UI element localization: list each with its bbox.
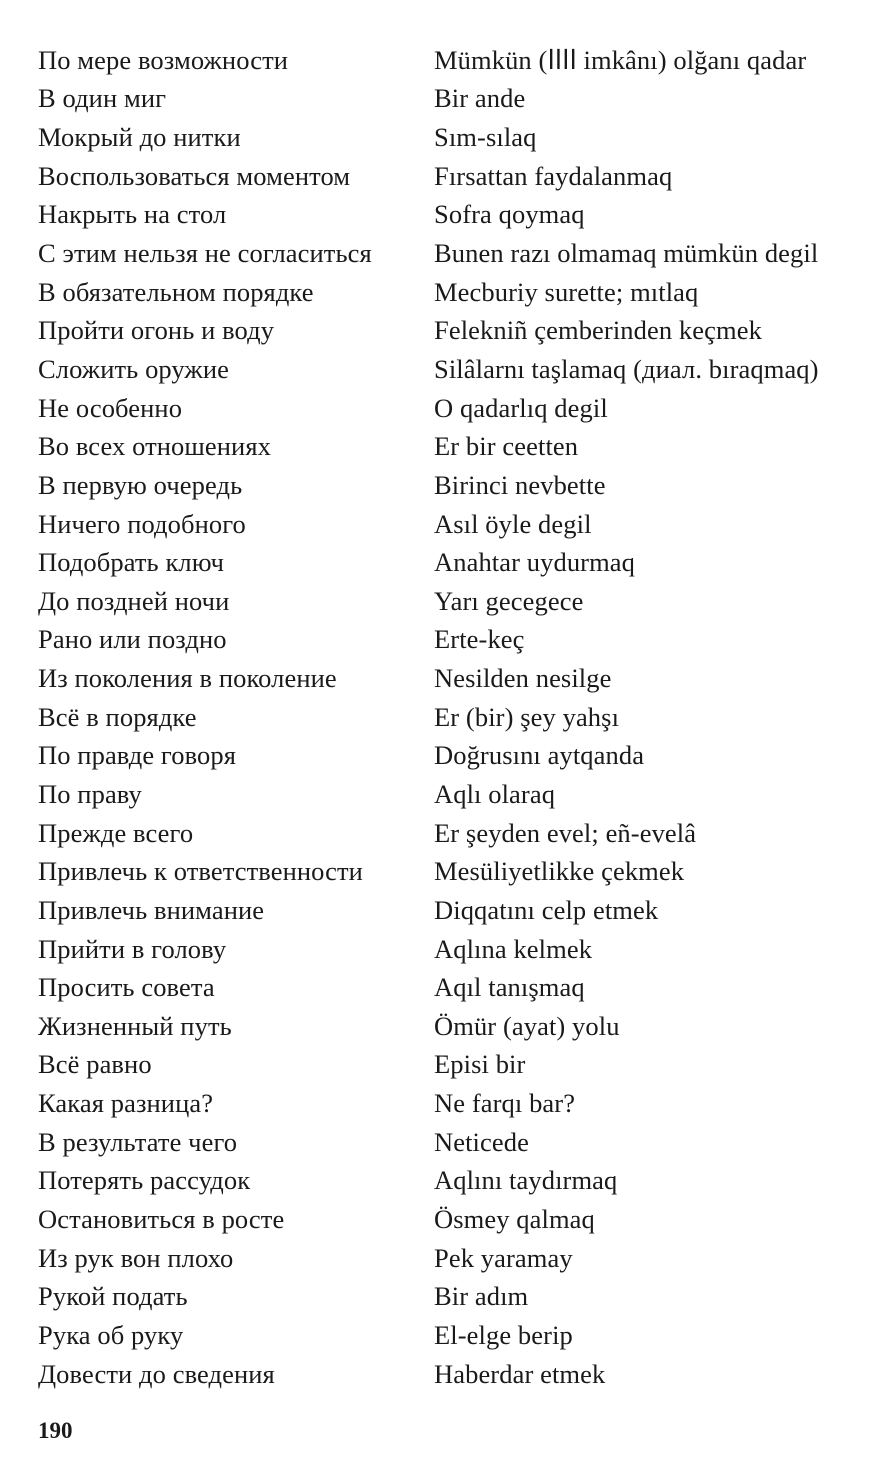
phrase-row xyxy=(38,543,868,582)
crimean-tatar-phrase: Asıl öyle degil xyxy=(434,508,592,539)
phrase-row xyxy=(38,1162,868,1201)
crimean-tatar-phrase: Aqlını taydırmaq xyxy=(434,1165,618,1196)
russian-phrase: В обязательном порядке xyxy=(38,276,314,307)
russian-phrase: Какая разница? xyxy=(38,1088,214,1119)
russian-phrase: Не особенно xyxy=(38,392,183,423)
crimean-tatar-phrase: Yarı gecegece xyxy=(434,585,584,616)
phrase-row xyxy=(38,1355,868,1394)
phrase-row xyxy=(38,234,868,273)
crimean-tatar-phrase: Mesüliyetlikke çekmek xyxy=(434,856,685,887)
russian-phrase: По правде говоря xyxy=(38,740,237,771)
phrase-row xyxy=(38,814,868,853)
russian-phrase: Накрыть на стол xyxy=(38,199,227,230)
crimean-tatar-phrase: Fırsattan faydalanmaq xyxy=(434,160,673,191)
russian-phrase: Рано или поздно xyxy=(38,624,227,655)
phrase-row xyxy=(38,1084,868,1123)
phrase-row xyxy=(38,775,868,814)
phrase-row xyxy=(38,350,868,389)
russian-phrase: Просить совета xyxy=(38,972,215,1003)
phrase-row xyxy=(38,621,868,660)
phrase-row xyxy=(38,737,868,776)
russian-phrase: Довести до сведения xyxy=(38,1358,275,1389)
russian-phrase: Воспользоваться моментом xyxy=(38,160,351,191)
russian-phrase: Сложить оружие xyxy=(38,353,229,384)
russian-phrase: По мере возможности xyxy=(38,44,289,75)
crimean-tatar-phrase: Bir ande xyxy=(434,83,526,114)
phrase-row xyxy=(38,1046,868,1085)
crimean-tatar-phrase: Doğrusını aytqanda xyxy=(434,740,645,771)
crimean-tatar-phrase: Aqıl tanışmaq xyxy=(434,972,585,1003)
crimean-tatar-phrase: Mümkün (ﺍﺍﺍﺍ imkânı) olğanı qadar xyxy=(434,44,807,75)
russian-phrase: По праву xyxy=(38,778,142,809)
phrase-row xyxy=(38,852,868,891)
crimean-tatar-phrase: Birinci nevbette xyxy=(434,469,606,500)
russian-phrase: С этим нельзя не согласиться xyxy=(38,238,372,269)
phrase-row xyxy=(38,427,868,466)
russian-phrase: В один миг xyxy=(38,83,167,114)
russian-phrase: Подобрать ключ xyxy=(38,547,225,578)
phrase-row xyxy=(38,389,868,428)
russian-phrase: Пройти огонь и воду xyxy=(38,315,275,346)
russian-phrase: Всё в порядке xyxy=(38,701,197,732)
crimean-tatar-phrase: Aqlına kelmek xyxy=(434,933,593,964)
phrase-row xyxy=(38,968,868,1007)
phrase-row xyxy=(38,505,868,544)
phrase-row xyxy=(38,311,868,350)
phrase-row xyxy=(38,273,868,312)
russian-phrase: Всё равно xyxy=(38,1049,152,1080)
phrase-row xyxy=(38,698,868,737)
russian-phrase: Привлечь внимание xyxy=(38,894,265,925)
crimean-tatar-phrase: Er (bir) şey yahşı xyxy=(434,701,620,732)
crimean-tatar-phrase: Bir adım xyxy=(434,1281,529,1312)
crimean-tatar-phrase: Bunen razı olmamaq mümkün degil xyxy=(434,238,819,269)
russian-phrase: Во всех отношениях xyxy=(38,431,271,462)
crimean-tatar-phrase: Mecburiy surette; mıtlaq xyxy=(434,276,699,307)
phrase-row xyxy=(38,1200,868,1239)
crimean-tatar-phrase: El-elge berip xyxy=(434,1319,573,1350)
crimean-tatar-phrase: Diqqatını celp etmek xyxy=(434,894,659,925)
phrase-row xyxy=(38,1123,868,1162)
russian-phrase: Остановиться в росте xyxy=(38,1204,285,1235)
russian-phrase: В первую очередь xyxy=(38,469,243,500)
crimean-tatar-phrase: Haberdar etmek xyxy=(434,1358,606,1389)
phrase-row xyxy=(38,891,868,930)
russian-phrase: Прежде всего xyxy=(38,817,194,848)
crimean-tatar-phrase: Er bir ceetten xyxy=(434,431,579,462)
phrase-row xyxy=(38,196,868,235)
phrase-row xyxy=(38,80,868,119)
phrase-row xyxy=(38,1239,868,1278)
russian-phrase: Прийти в голову xyxy=(38,933,227,964)
russian-phrase: Ничего подобного xyxy=(38,508,246,539)
crimean-tatar-phrase: Anahtar uydurmaq xyxy=(434,547,636,578)
phrase-row xyxy=(38,659,868,698)
crimean-tatar-phrase: Erte-keç xyxy=(434,624,525,655)
russian-phrase: Рука об руку xyxy=(38,1319,184,1350)
crimean-tatar-phrase: Sım-sılaq xyxy=(434,122,537,153)
russian-phrase: Потерять рассудок xyxy=(38,1165,251,1196)
russian-phrase: Привлечь к ответственности xyxy=(38,856,363,887)
russian-phrase: До поздней ночи xyxy=(38,585,230,616)
phrase-row xyxy=(38,1278,868,1317)
crimean-tatar-phrase: Nesilden nesilge xyxy=(434,663,612,694)
phrase-row xyxy=(38,582,868,621)
crimean-tatar-phrase: Neticede xyxy=(434,1126,529,1157)
phrase-row xyxy=(38,41,868,80)
russian-phrase: Из поколения в поколение xyxy=(38,663,337,694)
crimean-tatar-phrase: Ösmey qalmaq xyxy=(434,1204,595,1235)
crimean-tatar-phrase: Silâlarnı taşlamaq (диал. bıraqmaq) xyxy=(434,353,819,384)
phrase-row xyxy=(38,118,868,157)
crimean-tatar-phrase: Aqlı olaraq xyxy=(434,778,556,809)
crimean-tatar-phrase: Felekniñ çemberinden keçmek xyxy=(434,315,762,346)
russian-phrase: Из рук вон плохо xyxy=(38,1242,234,1273)
russian-phrase: Жизненный путь xyxy=(38,1010,232,1041)
crimean-tatar-phrase: Ömür (ayat) yolu xyxy=(434,1010,620,1041)
russian-phrase: В результате чего xyxy=(38,1126,238,1157)
crimean-tatar-phrase: Sofra qoymaq xyxy=(434,199,585,230)
phrase-row xyxy=(38,930,868,969)
page-number: 190 xyxy=(38,1418,73,1443)
crimean-tatar-phrase: O qadarlıq degil xyxy=(434,392,608,423)
crimean-tatar-phrase: Ne farqı bar? xyxy=(434,1088,576,1119)
crimean-tatar-phrase: Pek yaramay xyxy=(434,1242,573,1273)
phrase-list xyxy=(38,41,868,1393)
phrase-row xyxy=(38,1316,868,1355)
russian-phrase: Мокрый до нитки xyxy=(38,122,241,153)
crimean-tatar-phrase: Er şeyden evel; eñ-evelâ xyxy=(434,817,697,848)
russian-phrase: Рукой подать xyxy=(38,1281,188,1312)
crimean-tatar-phrase: Episi bir xyxy=(434,1049,526,1080)
phrase-row xyxy=(38,466,868,505)
phrase-row xyxy=(38,1007,868,1046)
phrase-row xyxy=(38,157,868,196)
